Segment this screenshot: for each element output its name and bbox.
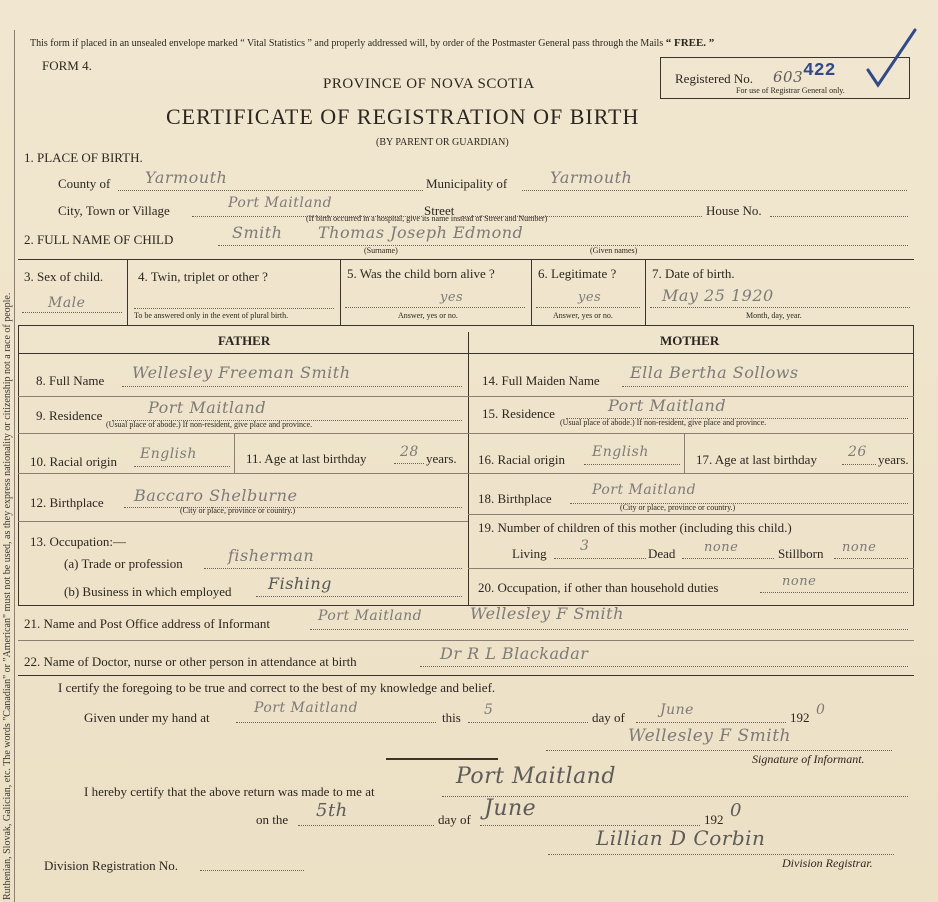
mother-age-unit: years. bbox=[878, 452, 909, 467]
father-racial-value: English bbox=[140, 446, 197, 462]
alive-note: Answer, yes or no. bbox=[398, 311, 458, 320]
sex-value: Male bbox=[48, 295, 86, 311]
registrar-signature-caption: Division Registrar. bbox=[782, 856, 873, 870]
child-surname: Smith bbox=[232, 223, 283, 242]
child-name-label: 2. FULL NAME OF CHILD bbox=[24, 232, 174, 247]
father-trade-value: fisherman bbox=[228, 546, 315, 565]
father-age-value: 28 bbox=[400, 444, 419, 460]
legitimate-value: yes bbox=[578, 290, 602, 305]
living-label: Living bbox=[512, 546, 547, 561]
registrar-month-value: June bbox=[484, 796, 537, 821]
county-label: County of bbox=[58, 176, 111, 191]
registered-label: Registered No. bbox=[675, 71, 753, 86]
registrar-statement: I hereby certify that the above return was made to me at bbox=[84, 784, 375, 799]
mother-occupation-label: 20. Occupation, if other than household duties bbox=[478, 580, 719, 595]
twin-note: To be answered only in the event of plural birth. bbox=[134, 311, 289, 320]
certificate-subtitle: (BY PARENT OR GUARDIAN) bbox=[376, 137, 509, 148]
dob-label: 7. Date of birth. bbox=[652, 266, 735, 281]
alive-label: 5. Was the child born alive ? bbox=[347, 266, 495, 281]
stillborn-label: Stillborn bbox=[778, 546, 824, 561]
this-value: 5 bbox=[484, 702, 494, 718]
certify-statement: I certify the foregoing to be true and correct to the best of my knowledge and belief. bbox=[58, 680, 496, 695]
county-value: Yarmouth bbox=[145, 168, 228, 187]
child-given-names: Thomas Joseph Edmond bbox=[318, 223, 524, 242]
mother-name-label: 14. Full Maiden Name bbox=[482, 373, 600, 388]
father-residence-label: 9. Residence bbox=[36, 408, 103, 423]
stillborn-value: none bbox=[842, 540, 877, 555]
informant-signature-caption: Signature of Informant. bbox=[752, 752, 865, 766]
given-caption: (Given names) bbox=[590, 246, 638, 255]
given-label: Given under my hand at bbox=[84, 710, 210, 725]
informant-address-value: Port Maitland bbox=[318, 608, 423, 624]
on-the-label: on the bbox=[256, 812, 289, 827]
father-name-value: Wellesley Freeman Smith bbox=[132, 363, 351, 382]
mother-birthplace-note: (City or place, province or country.) bbox=[620, 503, 736, 512]
place-heading: 1. PLACE OF BIRTH. bbox=[24, 150, 143, 165]
mother-racial-value: English bbox=[592, 444, 649, 460]
registrar-signature: Lillian D Corbin bbox=[596, 826, 766, 850]
father-business-value: Fishing bbox=[268, 574, 332, 593]
municipality-value: Yarmouth bbox=[550, 168, 633, 187]
check-mark-icon bbox=[860, 25, 920, 90]
hospital-note: (If birth occurred in a hospital, give its name instead of Street and Number) bbox=[306, 214, 548, 223]
father-age-unit: years. bbox=[426, 451, 457, 466]
father-birthplace-note: (City or place, province or country.) bbox=[180, 506, 296, 515]
informant-name-value: Wellesley F Smith bbox=[470, 604, 624, 623]
registered-handwritten: 603 bbox=[773, 68, 804, 86]
mother-age-label: 17. Age at last birthday bbox=[696, 452, 817, 467]
doctor-value: Dr R L Blackadar bbox=[440, 644, 589, 663]
certify-year-prefix: 192 bbox=[790, 710, 810, 725]
dayof-value: June bbox=[660, 702, 694, 718]
registered-stamp: 422 bbox=[803, 61, 836, 81]
dead-label: Dead bbox=[648, 546, 676, 561]
city-value: Port Maitland bbox=[228, 195, 333, 211]
dob-note: Month, day, year. bbox=[746, 311, 802, 320]
registrar-year-suffix: 0 bbox=[730, 800, 742, 821]
mother-occupation-value: none bbox=[782, 574, 817, 589]
dead-value: none bbox=[704, 540, 739, 555]
mother-name-value: Ella Bertha Sollows bbox=[630, 363, 799, 382]
dayof-label: day of bbox=[592, 710, 625, 725]
father-trade-label: (a) Trade or profession bbox=[64, 556, 183, 571]
mother-residence-label: 15. Residence bbox=[482, 406, 555, 421]
on-the-value: 5th bbox=[316, 800, 348, 821]
surname-caption: (Surname) bbox=[364, 246, 398, 255]
certificate-title: CERTIFICATE OF REGISTRATION OF BIRTH bbox=[166, 104, 640, 129]
registrar-place-value: Port Maitland bbox=[456, 764, 616, 789]
given-place-value: Port Maitland bbox=[254, 700, 359, 716]
this-label: this bbox=[442, 710, 461, 725]
mother-birthplace-value: Port Maitland bbox=[592, 482, 697, 498]
informant-label: 21. Name and Post Office address of Informant bbox=[24, 616, 270, 631]
father-occupation-label: 13. Occupation:— bbox=[30, 534, 127, 549]
mother-residence-note: (Usual place of abode.) If non-resident, give place and province. bbox=[560, 418, 767, 427]
sex-label: 3. Sex of child. bbox=[24, 269, 104, 284]
mother-racial-label: 16. Racial origin bbox=[478, 452, 566, 467]
mail-notice-text: This form if placed in an unsealed envelope marked “ Vital Statistics ” and properly addressed will, by order of the Postmaster General pass through the Mails bbox=[30, 38, 664, 49]
margin-note: Ruthenian, Slovak, Galician, etc. The words "Canadian" or "American" must not be used, as they express nationality or citizenship not a race of people. bbox=[2, 292, 13, 900]
father-residence-note: (Usual place of abode.) If non-resident, give place and province. bbox=[106, 420, 313, 429]
alive-value: yes bbox=[440, 290, 464, 305]
doctor-label: 22. Name of Doctor, nurse or other person in attendance at birth bbox=[24, 654, 357, 669]
mail-free: “ FREE. ” bbox=[665, 37, 715, 49]
legitimate-label: 6. Legitimate ? bbox=[538, 266, 617, 281]
father-racial-label: 10. Racial origin bbox=[30, 454, 118, 469]
dob-value: May 25 1920 bbox=[662, 286, 774, 305]
mother-age-value: 26 bbox=[848, 444, 867, 460]
legitimate-note: Answer, yes or no. bbox=[553, 311, 613, 320]
province-title: PROVINCE OF NOVA SCOTIA bbox=[323, 76, 535, 92]
informant-signature: Wellesley F Smith bbox=[628, 726, 791, 746]
father-heading: FATHER bbox=[218, 333, 271, 348]
certify-year-suffix: 0 bbox=[816, 702, 826, 718]
father-residence-value: Port Maitland bbox=[148, 398, 267, 417]
house-label: House No. bbox=[706, 203, 762, 218]
father-name-label: 8. Full Name bbox=[36, 373, 105, 388]
father-birthplace-value: Baccaro Shelburne bbox=[134, 486, 298, 505]
father-birthplace-label: 12. Birthplace bbox=[30, 495, 104, 510]
mail-notice bbox=[30, 37, 714, 49]
mother-residence-value: Port Maitland bbox=[608, 396, 727, 415]
registrar-year-prefix: 192 bbox=[704, 812, 724, 827]
living-value: 3 bbox=[580, 538, 590, 554]
street-label: Street bbox=[424, 203, 455, 218]
mother-heading: MOTHER bbox=[660, 333, 720, 348]
twin-label: 4. Twin, triplet or other ? bbox=[138, 269, 268, 284]
father-business-label: (b) Business in which employed bbox=[64, 584, 232, 599]
registrar-use-note: For use of Registrar General only. bbox=[736, 86, 845, 95]
father-age-label: 11. Age at last birthday bbox=[246, 451, 367, 466]
city-label: City, Town or Village bbox=[58, 203, 170, 218]
division-reg-no-label: Division Registration No. bbox=[44, 858, 178, 873]
registrar-dayof-label: day of bbox=[438, 812, 471, 827]
mother-children-label: 19. Number of children of this mother (including this child.) bbox=[478, 520, 792, 535]
municipality-label: Municipality of bbox=[426, 176, 508, 191]
form-number: FORM 4. bbox=[42, 58, 92, 73]
margin-rule bbox=[14, 30, 15, 902]
mother-birthplace-label: 18. Birthplace bbox=[478, 491, 552, 506]
